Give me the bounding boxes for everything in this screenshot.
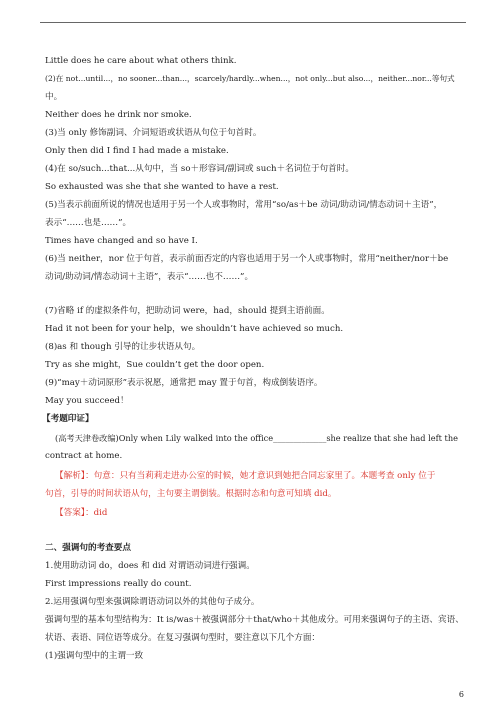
text-line: (9)“may＋动词原形”表示祝愿，通常把 may 置于句首，构成倒装语序。 <box>45 378 323 388</box>
text-line: 1.使用助动词 do，does 和 did 对谓语动词进行强调。 <box>45 561 255 571</box>
text-line: (6)当 neither，nor 位于句首，表示前面否定的内容也适用于另一个人或事物时，常用“neither/nor＋be <box>45 254 449 264</box>
text-line: So exhausted was she that she wanted to have a rest. <box>45 182 279 192</box>
analysis-text: 【解析】：句意：只有当莉莉走进办公室的时候，她才意识到她把合同忘家里了。本题考查 only 位于 <box>55 471 436 481</box>
text-line: (3)当 only 修饰副词、介词短语或状语从句位于句首时。 <box>45 128 262 138</box>
text-line: First impressions really do count. <box>45 579 192 589</box>
analysis-text: 句首，引导的时间状语从句，主句要主谓倒装。根据时态和句意可知填 did。 <box>45 489 337 499</box>
text-line: Times have changed and so have I. <box>45 236 198 246</box>
text-line: 动词/助动词/情态动词＋主语”，表示“……也不……”。 <box>45 272 254 282</box>
page-number: 6 <box>458 690 464 699</box>
text-line: Had it not been for your help，we shouldn’t have achieved so much. <box>45 324 344 334</box>
text-line: 表示“……也是……”。 <box>45 218 132 228</box>
header-rule <box>40 22 466 23</box>
text-line: Neither does he drink nor smoke. <box>45 110 192 120</box>
text-line: (2)在 not...until...，no sooner...than...，scarcely/hardly...when...，not only...but also...，neither...nor...等句式 <box>45 74 455 83</box>
text-line: Only then did I find I had made a mistake. <box>45 146 229 156</box>
text-line: Try as she might，Sue couldn’t get the door open. <box>45 360 265 370</box>
text-line: (8)as 和 though 引导的让步状语从句。 <box>45 342 201 352</box>
text-line: (7)省略 if 的虚拟条件句，把助动词 were，had，should 提到主语前面。 <box>45 306 330 316</box>
text-line: 2.运用强调句型来强调除谓语动词以外的其他句子成分。 <box>45 597 260 607</box>
text-line: 中。 <box>45 92 63 102</box>
text-line: 强调句型的基本句型结构为：It is/was＋被强调部分＋that/who＋其他成分。可用来强调句子的主语、宾语、 <box>45 615 464 625</box>
answer-text: 【答案】：did <box>55 508 108 518</box>
text-line: (5)当表示前面所说的情况也适用于另一个人或事物时，常用“so/as＋be 动词/助动词/情态动词＋主语”， <box>45 200 443 210</box>
text-line: 状语、表语、同位语等成分。在复习强调句型时，要注意以下几个方面： <box>45 633 321 643</box>
text-line: May you succeed！ <box>45 396 129 406</box>
question-text: (高考天津卷改编)Only when Lily walked into the office_____________she realize that she had left the <box>55 433 458 443</box>
text-line: Little does he care about what others think. <box>45 56 237 66</box>
text-line: (4)在 so/such...that...从句中，当 so＋形容词/副词或 such＋名词位于句首时。 <box>45 164 354 174</box>
question-text: contract at home. <box>45 451 123 461</box>
section-heading-emphasis: 二、强调句的考查要点 <box>45 543 131 553</box>
text-line: (1)强调句型中的主谓一致 <box>45 651 144 661</box>
section-heading-exam: 【考题印证】 <box>42 414 94 424</box>
